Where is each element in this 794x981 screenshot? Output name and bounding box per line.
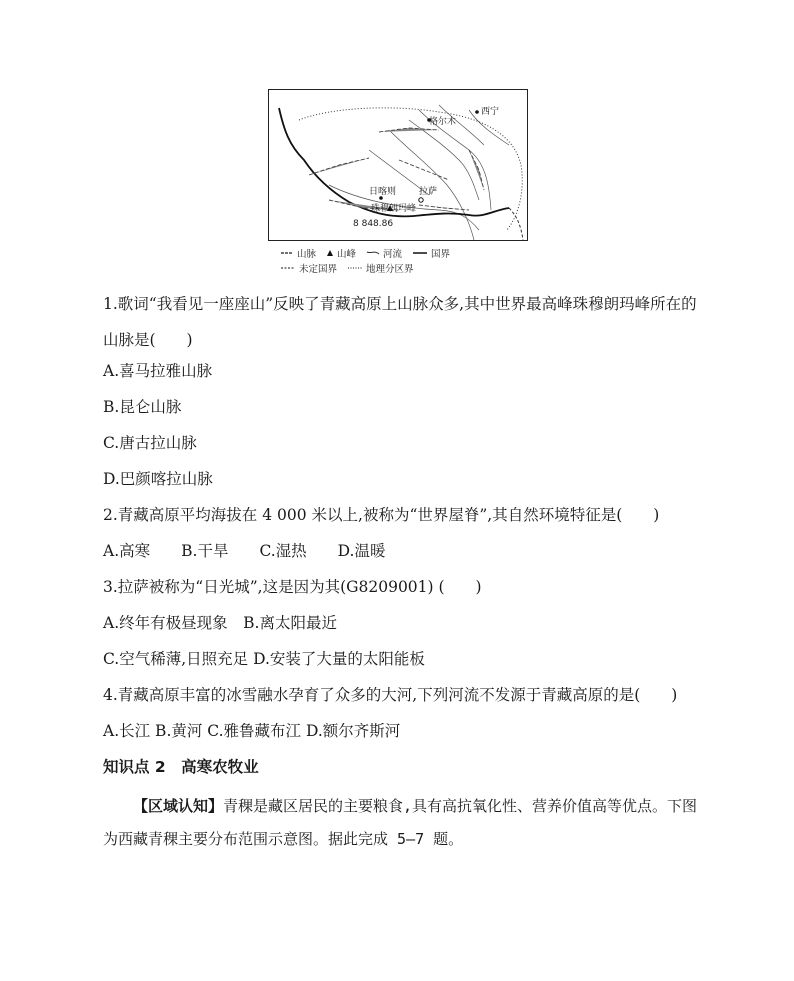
question-2-stem: 2.青藏高原平均海拔在 4 000 米以上,被称为“世界屋脊”,其自然环境特征是( ) bbox=[103, 506, 660, 524]
question-3-options-line-1: A.终年有极昼现象 B.离太阳最近 bbox=[103, 614, 337, 632]
undefined-border-icon bbox=[280, 264, 296, 272]
label-everest: 珠穆朗玛峰 bbox=[371, 204, 417, 214]
tibet-plateau-map bbox=[268, 89, 528, 241]
question-1-option-a: A.喜马拉雅山脉 bbox=[103, 362, 213, 380]
river-icon bbox=[366, 249, 380, 257]
question-3-options-line-2: C.空气稀薄,日照充足 D.安装了大量的太阳能板 bbox=[103, 650, 425, 668]
peak-icon bbox=[326, 249, 334, 257]
section-heading: 知识点 2 高寒农牧业 bbox=[103, 758, 259, 776]
question-4-options: A.长江 B.黄河 C.雅鲁藏布江 D.额尔齐斯河 bbox=[103, 722, 401, 740]
region-boundary-icon bbox=[347, 264, 363, 272]
question-4-stem: 4.青藏高原丰富的冰雪融水孕育了众多的大河,下列河流不发源于青藏高原的是( ) bbox=[103, 686, 678, 704]
question-2-options: A.高寒 B.干旱 C.湿热 D.温暖 bbox=[103, 542, 386, 560]
legend-peak-label: 山峰 bbox=[337, 248, 357, 260]
section-intro bbox=[103, 790, 703, 856]
legend-border bbox=[412, 246, 450, 260]
label-shigatse: 日喀则 bbox=[369, 187, 397, 197]
label-golmud: 格尔木 bbox=[429, 117, 457, 127]
section-tag: 【区域认知】 bbox=[133, 797, 224, 815]
legend-mountain-range bbox=[280, 246, 316, 260]
legend-river-label: 河流 bbox=[383, 248, 403, 260]
question-1-option-d: D.巴颜喀拉山脉 bbox=[103, 470, 213, 488]
legend-undefined-border-label: 未定国界 bbox=[299, 263, 338, 275]
label-lhasa: 拉萨 bbox=[419, 187, 438, 197]
legend-region-boundary-label: 地理分区界 bbox=[366, 263, 414, 275]
section-intro-text: 青稞是藏区居民的主要粮食,具有高抗氧化性、营养价值高等优点。下图为西藏青稞主要分布范围示意图。据此完成 5—7 题。 bbox=[103, 797, 698, 848]
label-xining: 西宁 bbox=[481, 107, 500, 117]
legend-border-label: 国界 bbox=[431, 248, 451, 260]
legend-peak bbox=[326, 246, 356, 260]
legend-undefined-border bbox=[280, 261, 337, 275]
question-3-stem: 3.拉萨被称为“日光城”,这是因为其(G8209001) ( ) bbox=[103, 578, 482, 596]
question-1-option-b: B.昆仑山脉 bbox=[103, 398, 182, 416]
border-icon bbox=[412, 249, 428, 257]
label-elevation: 8 848.86 bbox=[353, 219, 394, 229]
legend-region-boundary bbox=[347, 261, 414, 275]
legend-mountain-range-label: 山脉 bbox=[297, 248, 317, 260]
legend-river bbox=[366, 246, 402, 260]
question-1-option-c: C.唐古拉山脉 bbox=[103, 434, 197, 452]
mountain-range-icon bbox=[280, 249, 294, 257]
map-legend bbox=[280, 245, 520, 275]
question-1-stem: 1.歌词“我看见一座座山”反映了青藏高原上山脉众多,其中世界最高峰珠穆朗玛峰所在的山脉是( ) bbox=[103, 295, 697, 349]
